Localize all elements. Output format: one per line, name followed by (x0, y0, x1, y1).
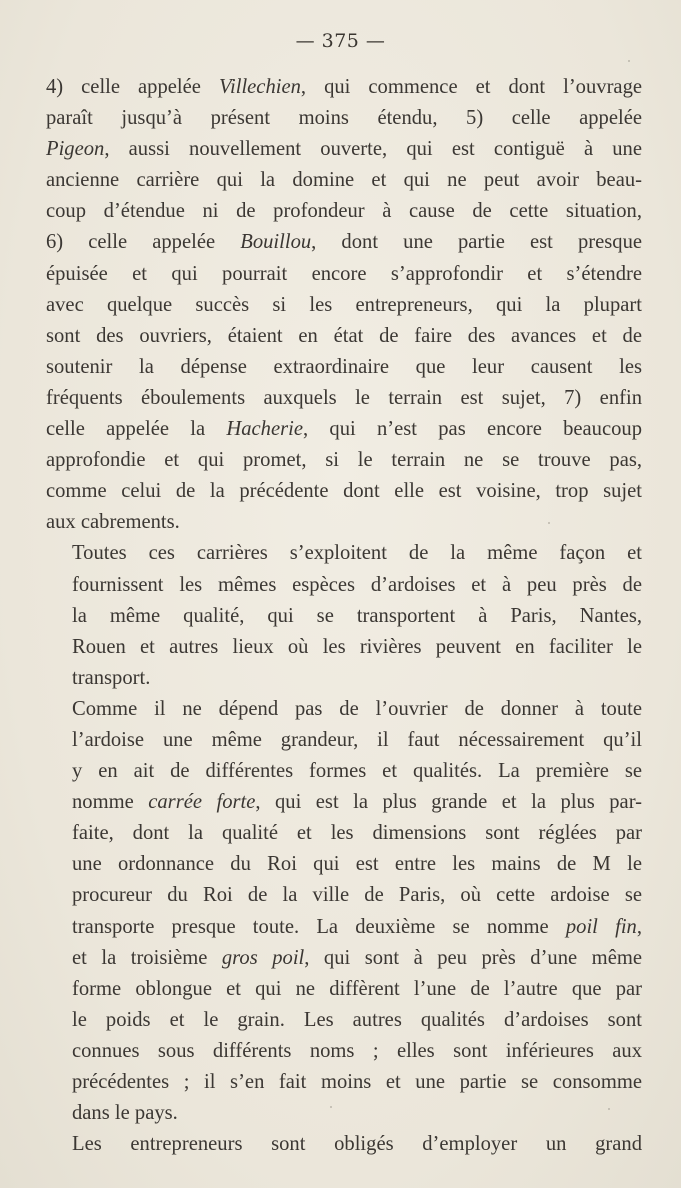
italic-term: Hacherie (226, 418, 303, 441)
text-line (46, 725, 642, 756)
text-line (46, 787, 642, 818)
italic-term: Pigeon (46, 138, 105, 161)
text-segment: l’ardoise une même grandeur, il faut nécessairement qu’il (72, 728, 642, 751)
text-line (46, 1067, 642, 1098)
text-line (46, 290, 642, 321)
text-line (46, 849, 642, 880)
text-line (46, 663, 642, 694)
text-segment: connues sous différents noms ; elles sont inférieures aux (72, 1039, 642, 1062)
text-line (46, 72, 642, 103)
text-segment: coup d’étendue ni de profondeur à cause de cette situation, (46, 200, 642, 223)
text-line (46, 538, 642, 569)
text-segment: faite, dont la qualité et les dimensions sont réglées par (72, 822, 642, 845)
text-line (46, 227, 642, 258)
body-text (46, 72, 642, 1160)
text-line (46, 196, 642, 227)
paper-speck (548, 522, 550, 524)
text-line (46, 165, 642, 196)
text-line (46, 1129, 642, 1160)
text-segment: paraît jusqu’à présent moins étendu, 5) celle appelée (46, 107, 642, 130)
text-line (46, 134, 642, 165)
text-segment: , qui n’est pas encore beaucoup (303, 418, 642, 441)
text-line (46, 352, 642, 383)
text-segment: celle appelée la (46, 418, 227, 441)
text-segment: approfondie et qui promet, si le terrain ne se trouve pas, (46, 449, 642, 472)
text-segment: , dont une partie est presque (311, 231, 643, 254)
italic-term: gros poil (221, 946, 305, 969)
text-segment: comme celui de la précédente dont elle est voisine, trop sujet (46, 480, 642, 503)
text-line (46, 445, 642, 476)
page-number: — 375 — (295, 30, 386, 52)
text-line (46, 1005, 642, 1036)
text-line (46, 321, 642, 352)
paper-speck (330, 1106, 332, 1108)
text-line (46, 943, 642, 974)
paragraph (46, 694, 642, 1129)
text-segment: précédentes ; il s’en fait moins et une partie se consomme (72, 1071, 642, 1093)
text-segment: Toutes ces carrières s’exploitent de la même façon et (72, 542, 642, 565)
text-segment: soutenir la dépense extraordinaire que leur causent les (46, 355, 642, 378)
text-segment: ancienne carrière qui la domine et qui ne peut avoir beau- (46, 169, 642, 192)
text-segment: Les entrepreneurs sont obligés d’employer un grand (72, 1133, 642, 1156)
text-segment: procureur du Roi de la ville de Paris, où cette ardoise se (72, 884, 642, 907)
text-segment: 6) celle appelée (46, 231, 241, 254)
paragraph (46, 538, 642, 693)
text-segment: , aussi nouvellement ouverte, qui est contiguë à une (104, 138, 642, 161)
italic-term: poil fin (565, 915, 637, 938)
text-segment: y en ait de différentes formes et qualités. La première se (72, 760, 642, 783)
text-line (46, 818, 642, 849)
text-line (46, 601, 642, 632)
text-segment: , qui commence et dont l’ouvrage (300, 76, 643, 98)
paragraph (46, 72, 642, 538)
paragraph (46, 1129, 642, 1160)
text-line (46, 694, 642, 725)
text-line (46, 1036, 642, 1067)
text-line (46, 912, 642, 943)
text-line (46, 476, 642, 507)
text-segment: avec quelque succès si les entrepreneurs, qui la plupart (46, 293, 642, 316)
text-segment: sont des ouvriers, étaient en état de faire des avances et de (46, 324, 642, 347)
text-segment: transport. (72, 666, 151, 689)
text-line (46, 756, 642, 787)
text-line (46, 570, 642, 601)
text-line (46, 103, 642, 134)
paper-speck (608, 1108, 610, 1110)
text-segment: dans le pays. (72, 1102, 178, 1125)
text-line (46, 1098, 642, 1129)
text-line (46, 507, 642, 538)
text-line (46, 259, 642, 290)
text-segment: nomme (72, 791, 149, 814)
text-segment: , (636, 915, 642, 938)
text-line (46, 880, 642, 911)
text-line (46, 383, 642, 414)
text-line (46, 414, 642, 445)
italic-term: carrée forte (148, 791, 256, 814)
text-line (46, 974, 642, 1005)
text-segment: , qui sont à peu près d’une même (304, 946, 642, 969)
text-segment: forme oblongue et qui ne diffèrent l’une de l’autre que par (72, 977, 642, 1000)
text-segment: une ordonnance du Roi qui est entre les mains de M le (72, 853, 642, 876)
text-segment: , qui est la plus grande et la plus par- (255, 791, 642, 814)
text-segment: 4) celle appelée (46, 76, 219, 98)
text-segment: Comme il ne dépend pas de l’ouvrier de donner à toute (72, 697, 642, 720)
text-segment: la même qualité, qui se transportent à Paris, Nantes, (72, 604, 642, 627)
text-segment: fréquents éboulements auxquels le terrain est sujet, 7) enfin (46, 386, 642, 409)
text-line (46, 632, 642, 663)
text-segment: fournissent les mêmes espèces d’ardoises et à peu près de (72, 573, 642, 596)
paper-speck (628, 60, 630, 62)
italic-term: Villechien (218, 76, 301, 98)
text-segment: Rouen et autres lieux où les rivières peuvent en faciliter le (72, 635, 642, 658)
text-segment: épuisée et qui pourrait encore s’approfondir et s’étendre (46, 262, 642, 285)
text-segment: aux cabrements. (46, 511, 180, 534)
text-segment: le poids et le grain. Les autres qualités d’ardoises sont (72, 1008, 642, 1031)
italic-term: Bouillou (240, 231, 312, 254)
text-segment: et la troisième (72, 946, 222, 969)
text-segment: transporte presque toute. La deuxième se nomme (72, 915, 566, 938)
